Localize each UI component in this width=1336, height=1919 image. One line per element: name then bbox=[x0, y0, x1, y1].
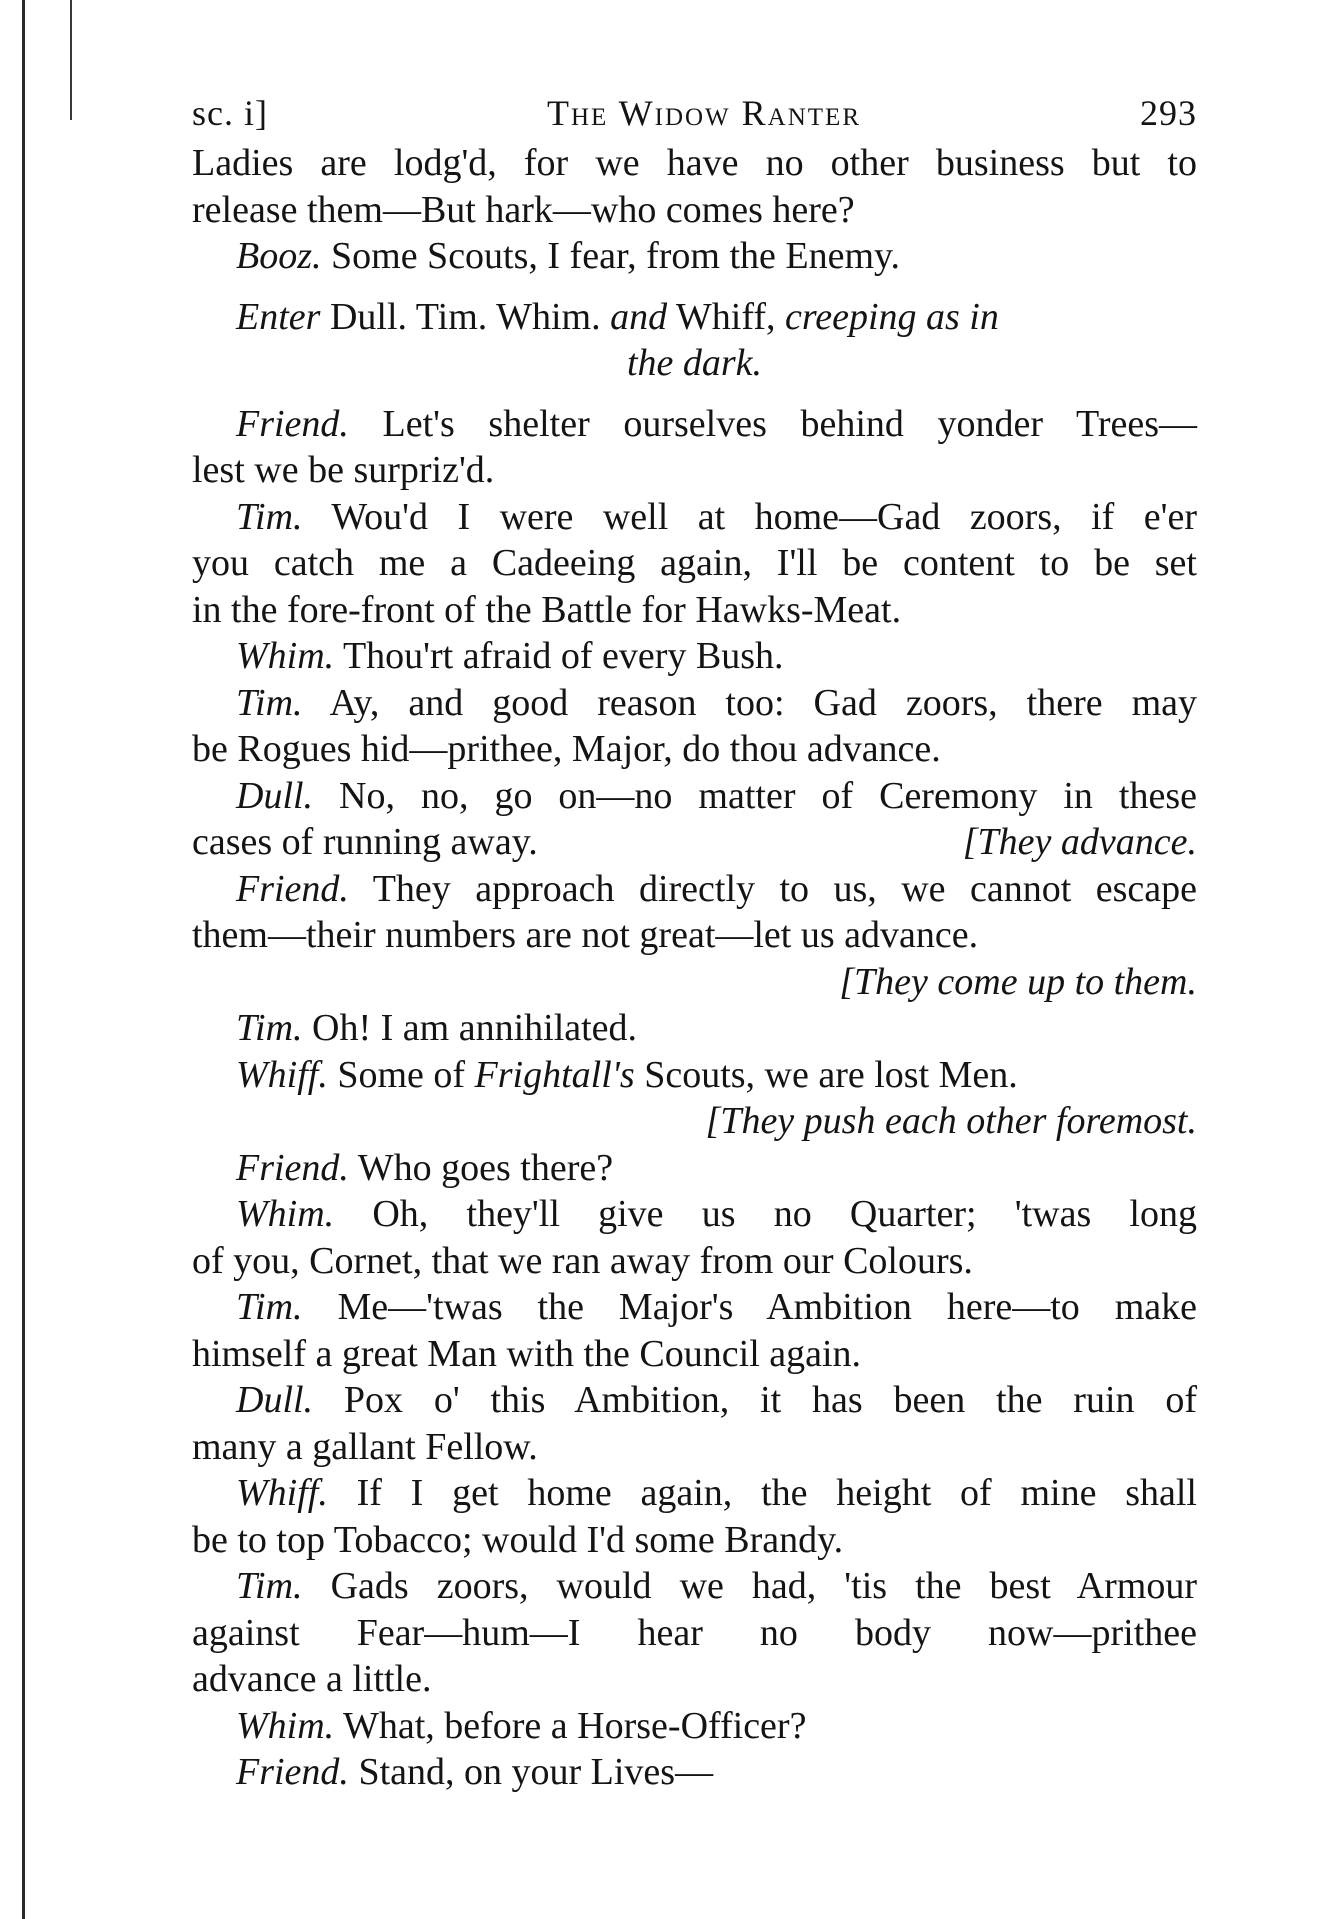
line-text: Thou'rt afraid of every Bush. bbox=[334, 635, 784, 677]
binding-edge-mark bbox=[70, 0, 72, 120]
text-line bbox=[192, 912, 1197, 959]
line-text: in the fore-front of the Battle for Hawks-Meat. bbox=[192, 588, 902, 631]
text-line bbox=[192, 819, 1197, 866]
stage-text: and bbox=[610, 295, 668, 338]
stage-text: [They push each other foremost. bbox=[705, 1100, 1197, 1142]
line-text: Gads zoors, would we had, 'tis the best Armour bbox=[302, 1565, 1197, 1607]
stage-text: [They come up to them. bbox=[839, 960, 1197, 1003]
speech-line bbox=[192, 1563, 1197, 1610]
stage-direction bbox=[192, 294, 1197, 341]
line-text: Let's shelter ourselves behind yonder Trees— bbox=[348, 402, 1197, 445]
line-text: They approach directly to us, we cannot escape bbox=[348, 867, 1197, 910]
speech-line bbox=[192, 773, 1197, 820]
speaker-name: Tim. bbox=[236, 681, 303, 724]
line-text: himself a great Man with the Council again. bbox=[192, 1332, 862, 1375]
line-text: release them—But hark—who comes here? bbox=[192, 188, 855, 231]
line-text: Stand, on your Lives— bbox=[348, 1751, 714, 1793]
line-text: many a gallant Fellow. bbox=[192, 1425, 538, 1468]
speaker-name: Tim. bbox=[236, 1565, 303, 1607]
line-text: you catch me a Cadeeing again, I'll be content to be set bbox=[192, 542, 1197, 584]
line-text: cases of running away. bbox=[192, 821, 538, 863]
speaker-name: Whim. bbox=[236, 1193, 335, 1235]
line-text: Wou'd I were well at home—Gad zoors, if e'er bbox=[302, 495, 1197, 538]
text-line bbox=[192, 1424, 1197, 1471]
speech-line bbox=[192, 1377, 1197, 1424]
speech-line bbox=[192, 1703, 1197, 1750]
speaker-name: Whiff. bbox=[236, 1053, 328, 1096]
line-text: advance a little. bbox=[192, 1658, 432, 1700]
line-text: Me—'twas the Major's Ambition here—to make bbox=[302, 1286, 1197, 1328]
stage-text: Dull. Tim. Whim. bbox=[320, 295, 611, 338]
text-line bbox=[192, 540, 1197, 587]
speech-line bbox=[192, 1749, 1197, 1796]
line-text: be Rogues hid—prithee, Major, do thou advance. bbox=[192, 728, 941, 770]
text-line bbox=[192, 1656, 1197, 1703]
page-number: 293 bbox=[1140, 93, 1197, 133]
stage-text: Enter bbox=[236, 295, 321, 338]
stage-direction: [They advance. bbox=[962, 821, 1197, 863]
line-text: lest we be surpriz'd. bbox=[192, 449, 495, 491]
speech-line bbox=[192, 680, 1197, 727]
speaker-name: Booz. bbox=[236, 235, 322, 277]
text-line bbox=[192, 187, 1197, 234]
speech-line bbox=[192, 233, 1197, 280]
line-text: them—their numbers are not great—let us advance. bbox=[192, 914, 979, 956]
line-text: What, before a Horse-Officer? bbox=[334, 1704, 807, 1747]
speech-line bbox=[192, 401, 1197, 448]
speaker-name: Whim. bbox=[236, 635, 335, 677]
line-text: No, no, go on—no matter of Ceremony in these bbox=[313, 774, 1197, 817]
stage-direction bbox=[192, 1098, 1197, 1145]
speaker-name: Friend. bbox=[236, 1146, 349, 1189]
line-text: Oh! I am annihilated. bbox=[302, 1007, 638, 1049]
spacer bbox=[192, 280, 1197, 294]
speech-line bbox=[192, 1005, 1197, 1052]
section-marker: sc. i] bbox=[192, 93, 268, 133]
line-text: Ladies are lodg'd, for we have no other business but to bbox=[192, 142, 1197, 184]
speaker-name: Friend. bbox=[236, 1751, 349, 1793]
speaker-name: Tim. bbox=[236, 1286, 303, 1328]
spacer bbox=[192, 387, 1197, 401]
speech-line bbox=[192, 633, 1197, 680]
running-head bbox=[192, 92, 1197, 140]
speaker-name: Dull. bbox=[236, 1379, 314, 1421]
line-text: against Fear—hum—I hear no body now—prithee bbox=[192, 1611, 1197, 1654]
speech-line bbox=[192, 1052, 1197, 1099]
speaker-name: Dull. bbox=[236, 774, 314, 817]
speaker-name: Tim. bbox=[236, 495, 303, 538]
book-page bbox=[192, 92, 1197, 1796]
speaker-name: Tim. bbox=[236, 1007, 303, 1049]
stage-text: Whiff, bbox=[667, 295, 785, 338]
line-text: of you, Cornet, that we ran away from our Colours. bbox=[192, 1239, 973, 1282]
speech-line bbox=[192, 1470, 1197, 1517]
running-title: The Widow Ranter bbox=[546, 93, 861, 133]
speaker-name: Whim. bbox=[236, 1704, 335, 1747]
text-line bbox=[192, 1610, 1197, 1657]
stage-text: creeping as in bbox=[784, 295, 999, 338]
stage-text: the dark. bbox=[626, 342, 763, 384]
text-line bbox=[192, 140, 1197, 187]
speech-line bbox=[192, 1145, 1197, 1192]
stage-direction bbox=[192, 959, 1197, 1006]
line-text: Pox o' this Ambition, it has been the ruin of bbox=[313, 1379, 1197, 1421]
line-text: Scouts, we are lost Men. bbox=[634, 1053, 1018, 1096]
speech-line bbox=[192, 866, 1197, 913]
character-name: Frightall's bbox=[474, 1053, 635, 1096]
line-text: be to top Tobacco; would I'd some Brandy. bbox=[192, 1518, 844, 1561]
text-line bbox=[192, 1238, 1197, 1285]
stage-direction bbox=[192, 340, 1197, 387]
speech-line bbox=[192, 1284, 1197, 1331]
text-line bbox=[192, 726, 1197, 773]
speech-line bbox=[192, 1191, 1197, 1238]
line-text: Ay, and good reason too: Gad zoors, there may bbox=[302, 681, 1197, 724]
text-line bbox=[192, 587, 1197, 634]
text-line bbox=[192, 1517, 1197, 1564]
line-text: Some of bbox=[327, 1053, 475, 1096]
text-line bbox=[192, 447, 1197, 494]
speaker-name: Whiff. bbox=[236, 1472, 328, 1514]
text-line bbox=[192, 1331, 1197, 1378]
speech-line bbox=[192, 494, 1197, 541]
line-text: Some Scouts, I fear, from the Enemy. bbox=[321, 235, 901, 277]
speaker-name: Friend. bbox=[236, 867, 349, 910]
speaker-name: Friend. bbox=[236, 402, 349, 445]
line-text: Who goes there? bbox=[348, 1146, 614, 1189]
line-text: If I get home again, the height of mine shall bbox=[327, 1472, 1197, 1514]
line-text: Oh, they'll give us no Quarter; 'twas long bbox=[334, 1193, 1197, 1235]
binding-edge-line bbox=[22, 0, 25, 1919]
